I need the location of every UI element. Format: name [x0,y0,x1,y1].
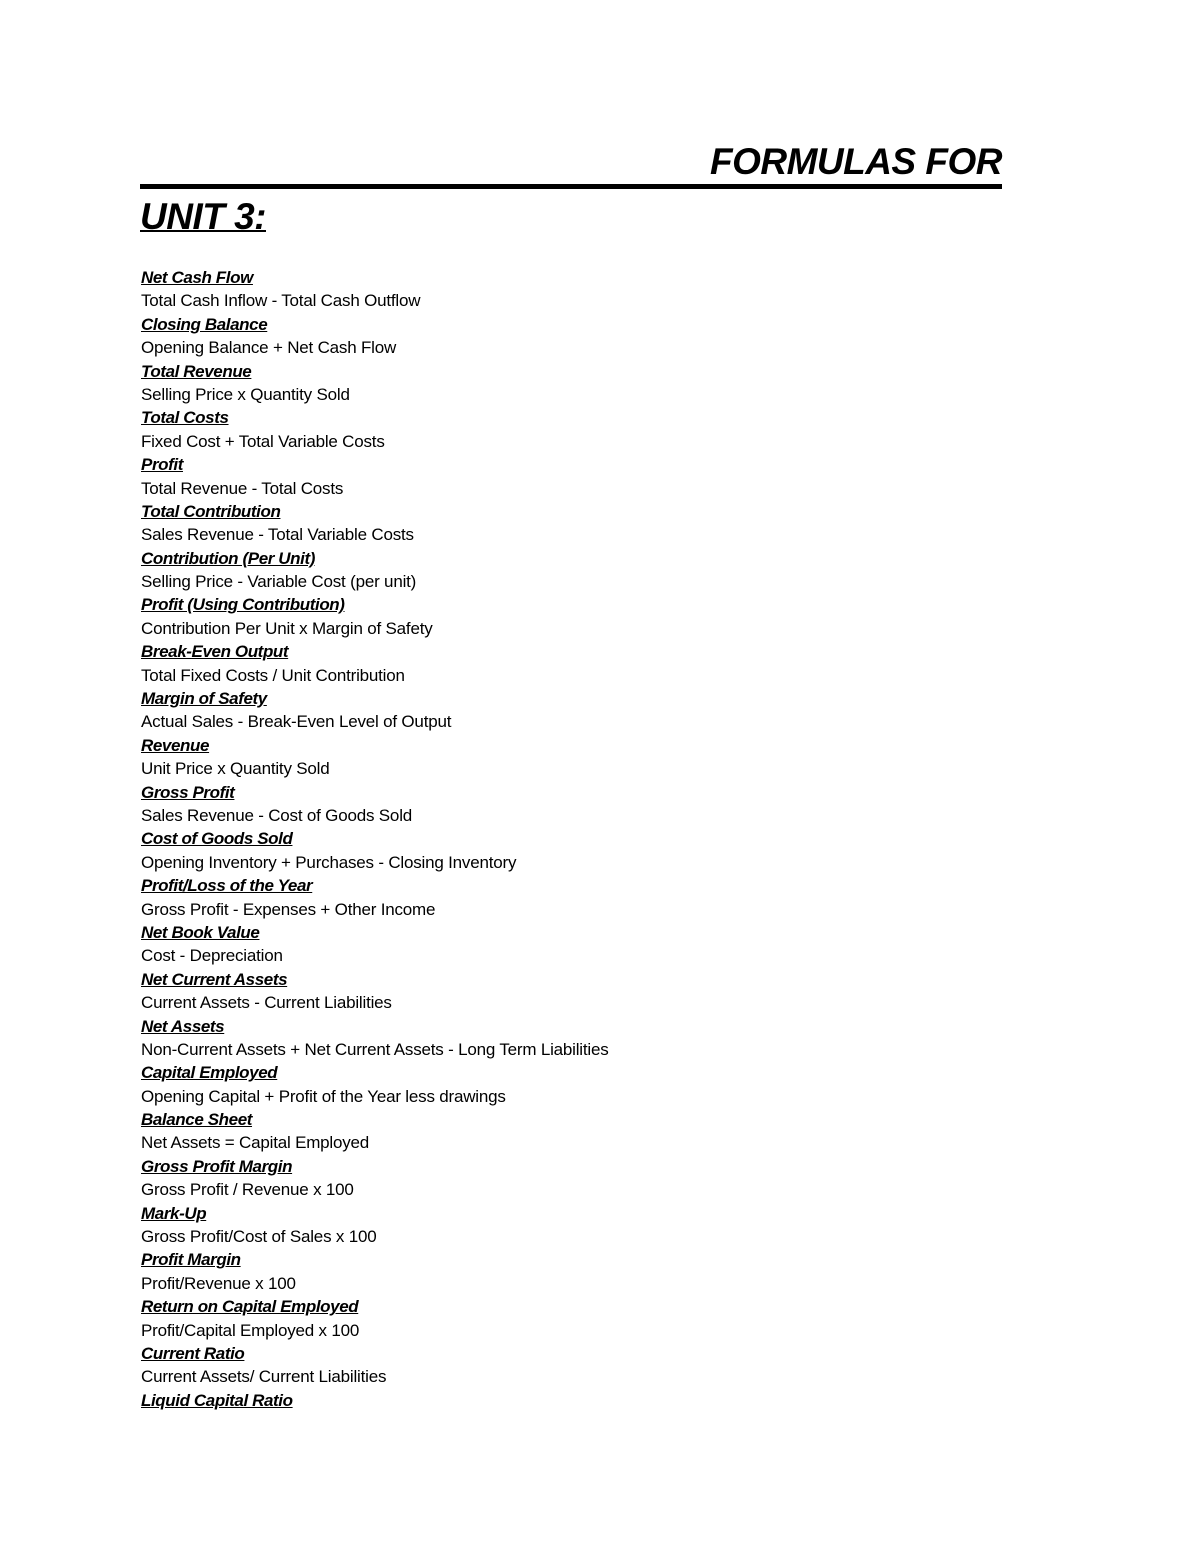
formula-item [141,313,1041,360]
formula-expression: Total Cash Inflow - Total Cash Outflow [141,291,421,311]
formula-expression: Total Revenue - Total Costs [141,478,344,498]
formula-name: Net Cash Flow [141,268,253,287]
formula-expression: Total Fixed Costs / Unit Contribution [141,665,405,685]
formula-item [141,827,1041,874]
formula-expression: Opening Capital + Profit of the Year less drawings [141,1086,506,1106]
formula-expression: Opening Inventory + Purchases - Closing Inventory [141,852,517,872]
formula-expression: Selling Price x Quantity Sold [141,384,350,404]
formula-item [141,781,1041,828]
formula-item [141,1108,1041,1155]
formula-expression: Gross Profit - Expenses + Other Income [141,899,436,919]
formula-name: Revenue [141,735,210,755]
formula-name: Margin of Safety [141,689,267,709]
formula-name: Total Contribution [141,501,281,521]
formula-name: Profit Margin [141,1250,241,1270]
formula-item [141,640,1041,687]
formula-name: Gross Profit [141,782,235,802]
title-rule [140,140,1002,189]
formula-expression: Selling Price - Variable Cost (per unit) [141,572,417,592]
formula-item [141,874,1041,921]
formula-expression: Sales Revenue - Total Variable Costs [141,525,414,545]
formula-expression: Fixed Cost + Total Variable Costs [141,431,385,451]
formula-expression: Net Assets = Capital Employed [141,1133,370,1153]
formula-expression: Actual Sales - Break-Even Level of Output [141,712,452,732]
page-title: FORMULAS FOR [709,141,1002,182]
formula-expression: Profit/Revenue x 100 [141,1273,296,1293]
formula-name: Net Assets [141,1016,225,1036]
formula-expression: Sales Revenue - Cost of Goods Sold [141,805,413,825]
formula-name: Gross Profit Margin [141,1156,293,1176]
formula-name: Total Revenue [141,361,252,381]
formula-item [141,1389,1041,1412]
page-subtitle: UNIT 3: [140,196,266,237]
formula-item [141,266,1041,313]
formula-name: Current Ratio [141,1343,245,1363]
formula-expression: Cost - Depreciation [141,946,283,966]
formula-name: Contribution (Per Unit) [141,548,315,568]
formula-item [141,1248,1041,1295]
formula-item [141,593,1041,640]
formula-item [141,921,1041,968]
formula-name: Closing Balance [141,314,268,334]
formula-expression: Non-Current Assets + Net Current Assets - Long Term Liabilities [141,1039,609,1059]
formula-expression: Gross Profit/Cost of Sales x 100 [141,1227,377,1247]
formula-item [141,453,1041,500]
formula-expression: Profit/Capital Employed x 100 [141,1320,360,1340]
formula-item [141,968,1041,1015]
formula-name: Return on Capital Employed [141,1297,359,1317]
formula-expression: Opening Balance + Net Cash Flow [141,338,397,358]
formula-list [141,266,1041,1412]
formula-name: Profit (Using Contribution) [141,595,345,615]
formula-name: Total Costs [141,408,229,428]
formula-item [141,1061,1041,1108]
formula-item [141,687,1041,734]
formula-name: Profit/Loss of the Year [141,876,313,896]
formula-name: Cost of Goods Sold [141,829,293,849]
formula-name: Liquid Capital Ratio [141,1390,293,1410]
formula-expression: Current Assets/ Current Liabilities [141,1367,387,1387]
formula-name: Net Book Value [141,922,260,942]
formula-item [141,1295,1041,1342]
formula-name: Break-Even Output [141,642,289,662]
formula-expression: Unit Price x Quantity Sold [141,759,330,779]
formula-item [141,500,1041,547]
formula-item [141,1342,1041,1389]
formula-name: Profit [141,455,183,475]
formula-expression: Gross Profit / Revenue x 100 [141,1180,354,1200]
formula-expression: Current Assets - Current Liabilities [141,993,392,1013]
formula-name: Balance Sheet [141,1110,253,1130]
formula-item [141,734,1041,781]
formula-item [141,360,1041,407]
formula-item [141,1202,1041,1249]
formula-name: Mark-Up [141,1203,207,1223]
formula-expression: Contribution Per Unit x Margin of Safety [141,618,433,638]
formula-name: Capital Employed [141,1063,278,1083]
formula-item [141,406,1041,453]
formula-name: Net Current Assets [141,969,288,989]
formula-item [141,1155,1041,1202]
formula-item [141,547,1041,594]
formula-item [141,1015,1041,1062]
